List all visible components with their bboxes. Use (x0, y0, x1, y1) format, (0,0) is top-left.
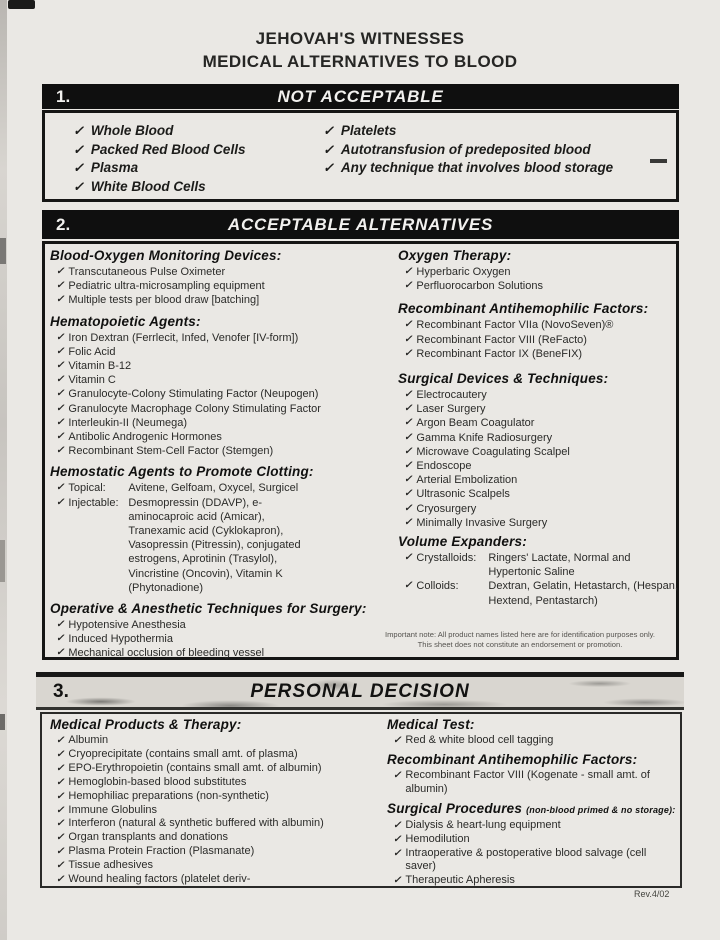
list-item-label: Intraoperative & postoperative blood salvage (cell saver) (405, 846, 647, 873)
section1-number: 1. (56, 86, 71, 106)
section3-title: PERSONAL DECISION (250, 681, 470, 702)
check-icon: ✓ (56, 294, 65, 306)
scan-artifact (0, 714, 5, 730)
list-item (50, 430, 395, 444)
group-surgical-devices (398, 371, 698, 530)
list-item-label: Therapeutic Apheresis (405, 874, 515, 887)
check-icon: ✓ (404, 516, 413, 528)
section3-box (40, 712, 682, 888)
pair-injectable (50, 496, 395, 595)
list-item-label: Minimally Invasive Surgery (416, 516, 548, 529)
check-icon: ✓ (404, 280, 413, 292)
section2-box (42, 241, 679, 660)
check-icon: ✓ (56, 762, 65, 774)
section3-number: 3. (53, 681, 69, 702)
check-icon: ✓ (323, 160, 334, 175)
check-icon: ✓ (323, 123, 334, 138)
check-icon: ✓ (393, 847, 402, 859)
list-item (323, 141, 613, 160)
list-item-label: Granulocyte-Colony Stimulating Factor (Neupogen) (68, 388, 319, 401)
list-item-label: Endoscope (416, 460, 472, 473)
group-hematopoietic-agents (50, 314, 395, 459)
pair-colloids (398, 579, 698, 607)
list-item (50, 762, 385, 776)
list-item-label: Vitamin C (68, 374, 116, 387)
check-icon: ✓ (56, 266, 65, 277)
list-item-label: Electrocautery (416, 389, 487, 402)
list-item-label: Recombinant Factor IX (BeneFIX) (416, 347, 583, 360)
section2-number: 2. (56, 214, 71, 234)
list-item (387, 847, 679, 875)
list-item-label: Recombinant Factor VIII (Kogenate - small amt. of albumin) (405, 768, 650, 795)
check-icon: ✓ (323, 141, 334, 157)
pair-label: Colloids: (416, 580, 459, 593)
list-item (398, 279, 698, 293)
list-item-label: Hemoglobin-based blood substitutes (68, 775, 247, 788)
pair-topical (50, 481, 395, 495)
group-heading: Blood-Oxygen Monitoring Devices: (50, 248, 282, 263)
list-item-label: Pediatric ultra-microsampling equipment (68, 280, 265, 293)
list-item (398, 333, 698, 347)
list-item (398, 347, 698, 361)
list-item (50, 859, 385, 873)
list-item (50, 293, 395, 307)
check-icon: ✓ (404, 403, 413, 415)
section3-header-bar (36, 672, 684, 710)
list-item (50, 632, 395, 646)
pair-label: Topical: (68, 482, 106, 495)
list-item-label: Albumin (68, 734, 109, 746)
check-icon: ✓ (404, 319, 413, 331)
list-item-label: Recombinant Stem-Cell Factor (Stemgen) (68, 445, 274, 458)
group-heading: Oxygen Therapy: (398, 248, 512, 263)
check-icon: ✓ (393, 833, 402, 845)
check-icon: ✓ (56, 280, 65, 292)
check-icon: ✓ (56, 402, 65, 414)
check-icon: ✓ (56, 331, 65, 343)
check-icon: ✓ (56, 345, 65, 357)
group-heading: Surgical Devices & Techniques: (398, 371, 609, 387)
list-item (398, 431, 698, 445)
section2-header-bar (42, 210, 679, 239)
list-item (50, 734, 385, 748)
check-icon: ✓ (404, 389, 413, 401)
list-item-label: Dialysis & heart-lung equipment (405, 818, 561, 831)
list-item (398, 416, 698, 430)
list-item (50, 387, 395, 401)
list-item-label: Recombinant Factor VIIa (NovoSeven)® (416, 319, 614, 332)
list-item (323, 159, 613, 178)
check-icon: ✓ (393, 769, 402, 781)
list-item (323, 122, 613, 141)
list-item (50, 416, 395, 430)
list-item-label: Red & white blood cell tagging (405, 734, 554, 746)
list-item-label: Folic Acid (68, 345, 116, 358)
check-icon: ✓ (393, 875, 402, 887)
check-icon: ✓ (73, 178, 84, 194)
group-heading: Medical Products & Therapy: (50, 717, 242, 732)
check-icon: ✓ (56, 619, 65, 631)
check-icon: ✓ (56, 735, 65, 746)
list-item (387, 819, 679, 833)
list-item (73, 159, 245, 178)
list-item (73, 122, 245, 141)
list-item-label: Plasma Protein Fraction (Plasmanate) (68, 845, 255, 858)
check-icon: ✓ (73, 123, 84, 138)
group-medical-products-therapy (50, 717, 385, 887)
list-item (398, 502, 698, 516)
list-item-label: Perfluorocarbon Solutions (416, 280, 543, 293)
list-item-label: Cryosurgery (416, 502, 477, 515)
product-names-disclaimer (355, 630, 685, 649)
check-icon: ✓ (404, 445, 413, 457)
section2-title: ACCEPTABLE ALTERNATIVES (227, 214, 494, 234)
list-item (50, 331, 395, 345)
list-item (398, 473, 698, 487)
list-item (398, 388, 698, 402)
list-item-label: Multiple tests per blood draw [batching] (68, 294, 260, 307)
pair-label: Injectable: (68, 496, 119, 509)
pair-crystalloids (398, 551, 698, 579)
check-icon: ✓ (404, 417, 413, 429)
scan-artifact (0, 540, 5, 582)
list-item (50, 748, 385, 762)
list-item (73, 141, 245, 160)
check-icon: ✓ (56, 482, 65, 494)
list-item-label: Interleukin-II (Neumega) (68, 416, 187, 429)
document-title (0, 27, 720, 73)
list-item (398, 318, 698, 332)
list-item-label: Packed Red Blood Cells (90, 141, 246, 157)
section3-column-left (50, 717, 385, 893)
scan-artifact (0, 0, 7, 940)
list-item (387, 874, 679, 888)
list-item-label: Any technique that involves blood storage (340, 160, 614, 175)
check-icon: ✓ (404, 460, 413, 472)
list-item-label: Interferon (natural & synthetic buffered with albumin) (68, 817, 324, 830)
group-heading: Recombinant Antihemophilic Factors: (387, 751, 638, 767)
group-heading: Recombinant Antihemophilic Factors: (398, 301, 649, 317)
disclaimer-line2: This sheet does not constitute an endorsement or promotion. (417, 639, 623, 649)
pair-text: Ringers' Lactate, Normal and Hypertonic Saline (488, 552, 631, 579)
section1-column-right (323, 122, 613, 178)
check-icon: ✓ (56, 388, 65, 400)
group-hemostatic-agents (50, 464, 395, 595)
check-icon: ✓ (56, 416, 65, 428)
list-item-label: Tissue adhesives (68, 859, 153, 872)
group-heading-main: Surgical Procedures (387, 800, 523, 816)
check-icon: ✓ (393, 819, 402, 831)
list-item-label: Granulocyte Macrophage Colony Stimulating Factor (68, 402, 321, 415)
group-recombinant-factors-personal (387, 752, 679, 797)
check-icon: ✓ (56, 832, 65, 844)
group-heading-paren: (non-blood primed & no storage): (526, 804, 676, 815)
check-icon: ✓ (56, 804, 65, 816)
check-icon: ✓ (393, 735, 402, 746)
check-icon: ✓ (56, 748, 65, 760)
check-icon: ✓ (56, 431, 65, 443)
section1-column-left (73, 122, 245, 196)
group-heading: Medical Test: (387, 717, 475, 732)
list-item (50, 444, 395, 458)
list-item (387, 769, 679, 797)
group-surgical-procedures (387, 801, 679, 889)
section3-column-right (387, 717, 679, 894)
list-item (73, 178, 245, 197)
list-item-label: Hemophiliac preparations (non-synthetic) (68, 789, 269, 802)
section2-column-left (50, 248, 395, 667)
check-icon: ✓ (56, 874, 65, 886)
scan-artifact (0, 238, 6, 264)
check-icon: ✓ (56, 846, 65, 858)
group-operative-anesthetic (50, 601, 395, 661)
list-item-label: Transcutaneous Pulse Oximeter (68, 266, 226, 278)
check-icon: ✓ (56, 790, 65, 802)
list-item-label: White Blood Cells (90, 178, 206, 194)
check-icon: ✓ (56, 860, 65, 872)
check-icon: ✓ (404, 488, 413, 500)
list-item (398, 265, 698, 279)
check-icon: ✓ (404, 431, 413, 443)
list-item-label: Argon Beam Coagulator (416, 417, 535, 430)
check-icon: ✓ (404, 552, 413, 564)
check-icon: ✓ (73, 141, 84, 157)
list-item (50, 790, 385, 804)
group-volume-expanders (398, 534, 698, 608)
check-icon: ✓ (56, 374, 65, 386)
list-item-label: Immune Globulins (68, 803, 158, 816)
check-icon: ✓ (404, 502, 413, 514)
group-heading (387, 801, 679, 818)
list-item (398, 487, 698, 501)
group-recombinant-factors (398, 301, 698, 361)
check-icon: ✓ (56, 496, 65, 508)
list-item (50, 618, 395, 632)
list-item (50, 279, 395, 293)
pair-text: Desmopressin (DDAVP), e-aminocaproic acid (Amicar), Tranexamic acid (Cyklokapron), Vasopressin (Pitressin), conjugated estrogens, Aprotinin (Trasylol), Vincristine (Oncovin), Vitamin K (Phytonadione) (128, 496, 301, 594)
list-item-label: Antibolic Androgenic Hormones (68, 431, 222, 444)
list-item-label: Laser Surgery (416, 403, 486, 416)
list-item (398, 459, 698, 473)
check-icon: ✓ (404, 347, 413, 359)
list-item (398, 445, 698, 459)
list-item-label: Cryoprecipitate (contains small amt. of plasma) (68, 747, 298, 760)
group-blood-oxygen-monitoring (50, 248, 395, 308)
list-item-label: Whole Blood (90, 123, 174, 138)
check-icon: ✓ (56, 776, 65, 788)
list-item-label: Organ transplants and donations (68, 831, 228, 844)
list-item (50, 345, 395, 359)
check-icon: ✓ (56, 445, 65, 457)
group-heading: Hemostatic Agents to Promote Clotting: (50, 464, 314, 480)
list-item-label: EPO-Erythropoietin (contains small amt. of albumin) (68, 761, 322, 774)
list-item-label: Ultrasonic Scalpels (416, 488, 510, 501)
list-item-label: Hemodilution (405, 832, 470, 845)
list-item (398, 516, 698, 530)
group-oxygen-therapy (398, 248, 698, 293)
group-heading: Operative & Anesthetic Techniques for Surgery: (50, 601, 367, 617)
list-item (50, 831, 385, 845)
check-icon: ✓ (56, 818, 65, 830)
check-icon: ✓ (404, 333, 413, 345)
list-item (50, 646, 395, 660)
list-item (50, 845, 385, 859)
list-item (50, 817, 385, 831)
group-heading: Hematopoietic Agents: (50, 313, 201, 329)
check-icon: ✓ (73, 160, 84, 175)
scan-artifact (8, 0, 35, 9)
list-item-label: Iron Dextran (Ferrlecit, Infed, Venofer [IV-form]) (68, 331, 299, 344)
check-icon: ✓ (56, 633, 65, 645)
list-item (50, 804, 385, 818)
list-item-label: Wound healing factors (platelet deriv- (68, 873, 251, 886)
doc-title-line1: JEHOVAH'S WITNESSES (255, 29, 465, 48)
list-item-label: Induced Hypothermia (68, 633, 173, 646)
list-item-label: Autotransfusion of predeposited blood (340, 141, 591, 157)
list-item-label: Microwave Coagulating Scalpel (416, 445, 570, 458)
list-item (50, 359, 395, 373)
pair-text: Dextran, Gelatin, Hetastarch, (Hespan, Hextend, Pentastarch) (488, 580, 678, 607)
section1-box (42, 110, 679, 202)
group-heading: Volume Expanders: (398, 534, 527, 550)
revision-label: Rev.4/02 (634, 889, 670, 899)
check-icon: ✓ (404, 266, 413, 277)
list-item (50, 373, 395, 387)
list-item (50, 776, 385, 790)
list-item (398, 402, 698, 416)
disclaimer-line1: Important note: All product names listed here are for identification purposes only. (384, 630, 655, 639)
list-item-label: Mechanical occlusion of bleeding vessel (68, 647, 265, 660)
list-item-label: Platelets (340, 123, 397, 138)
list-item-label: Hypotensive Anesthesia (68, 619, 186, 632)
section1-title: NOT ACCEPTABLE (277, 86, 444, 106)
list-item-label: Vitamin B-12 (68, 360, 132, 373)
list-item-label: Arterial Embolization (416, 474, 518, 487)
check-icon: ✓ (404, 474, 413, 486)
pair-text: Avitene, Gelfoam, Oxycel, Surgicel (128, 482, 299, 495)
list-item-label: Gamma Knife Radiosurgery (416, 431, 553, 444)
list-item (387, 734, 679, 748)
pair-label: Crystalloids: (416, 552, 477, 565)
check-icon: ✓ (56, 647, 65, 659)
list-item (50, 265, 395, 279)
list-item-label: Recombinant Factor VIII (ReFacto) (416, 333, 587, 346)
list-item-label: Hyperbaric Oxygen (416, 266, 511, 278)
check-icon: ✓ (56, 360, 65, 372)
section1-header-bar (42, 84, 679, 109)
list-item-label: Plasma (90, 160, 139, 175)
check-icon: ✓ (404, 580, 413, 592)
list-item (387, 833, 679, 847)
list-item (50, 873, 385, 887)
list-item (50, 402, 395, 416)
section2-column-right (398, 248, 698, 614)
doc-title-line2: MEDICAL ALTERNATIVES TO BLOOD (202, 52, 518, 71)
group-medical-test (387, 717, 679, 748)
